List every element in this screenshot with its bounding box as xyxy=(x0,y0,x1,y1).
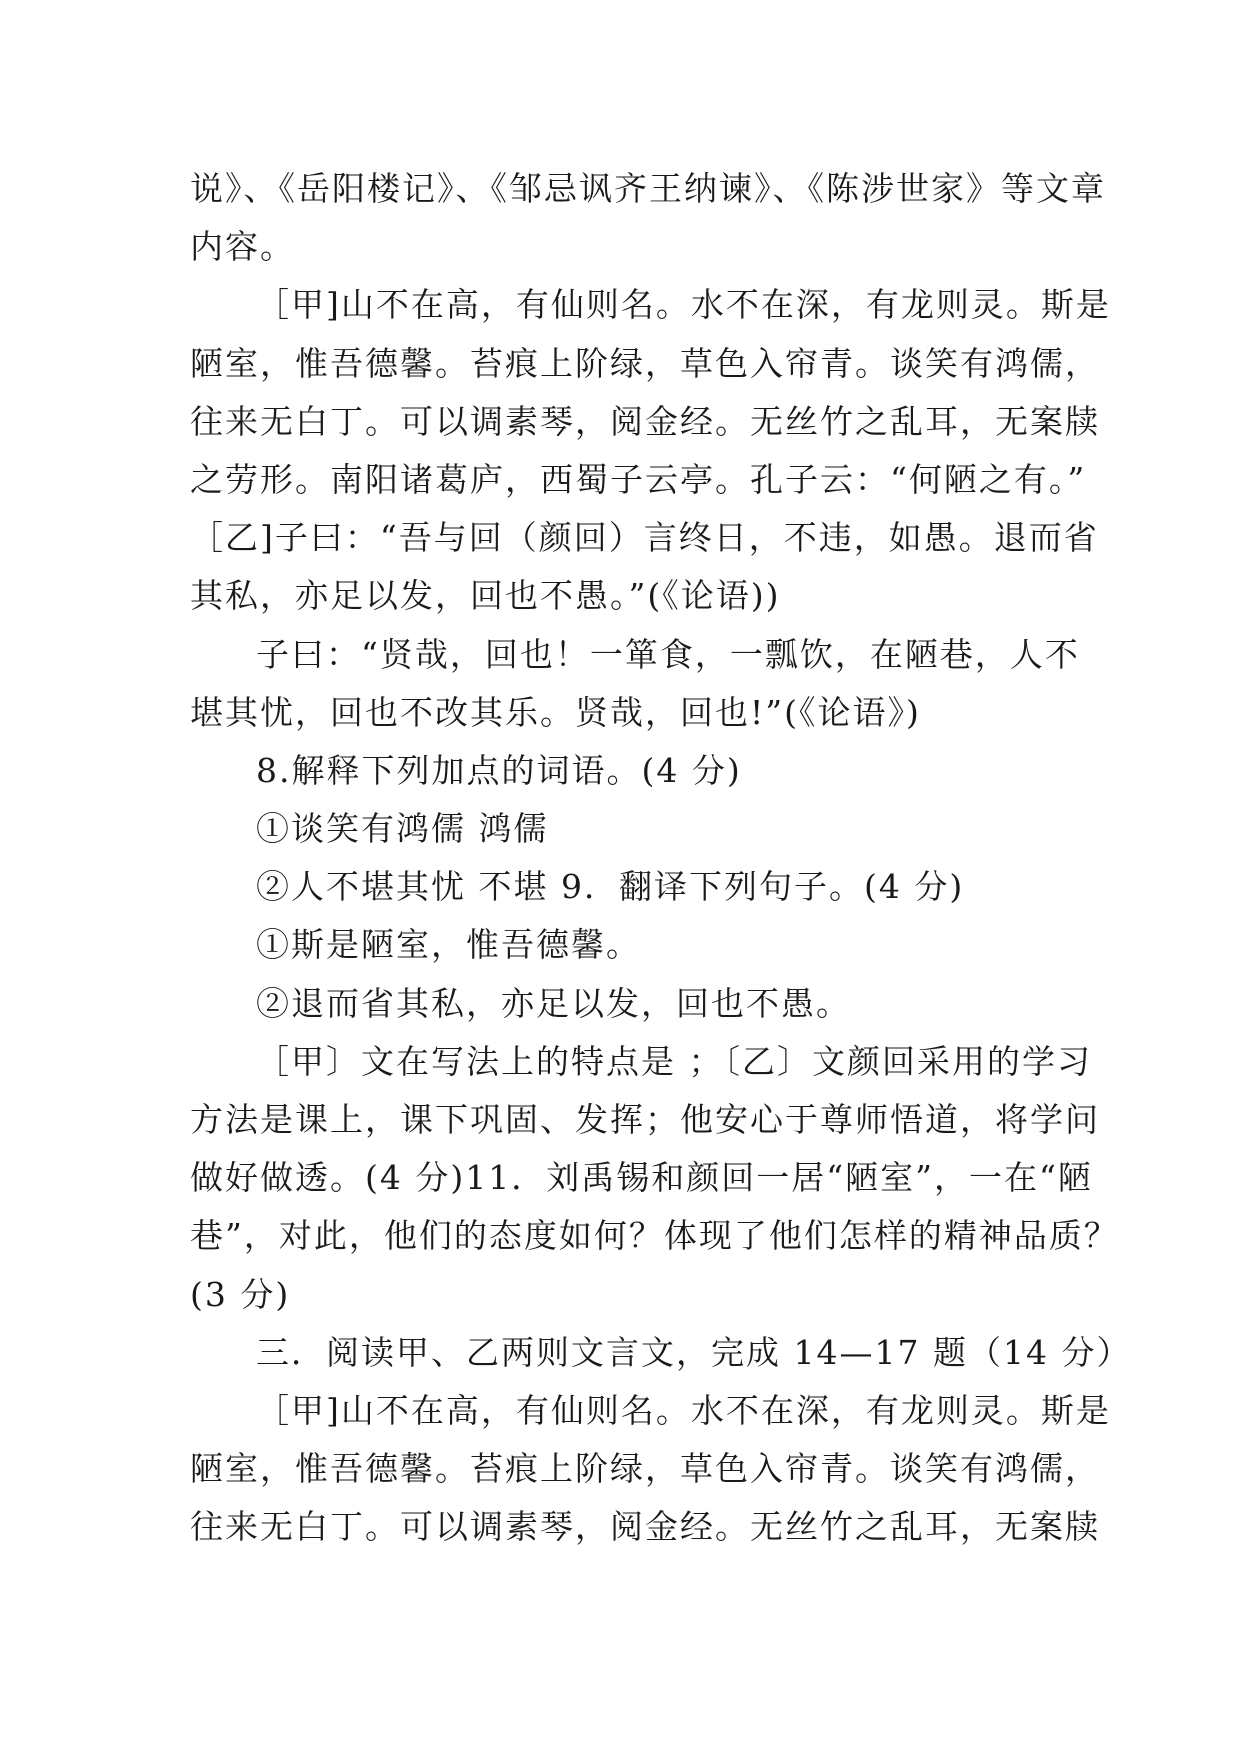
text-line: 子曰：“贤哉，回也！一箪食，一瓢饮，在陋巷，人不 xyxy=(256,634,1080,674)
text-line: 往来无白丁。可以调素琴，阅金经。无丝竹之乱耳，无案牍 xyxy=(190,401,1100,441)
text-line: 陋室，惟吾德馨。苔痕上阶绿，草色入帘青。谈笑有鸿儒， xyxy=(190,343,1100,383)
text-line: 做好做透。(4 分)11．刘禹锡和颜回一居“陋室”，一在“陋 xyxy=(190,1158,1093,1198)
text-line: 方法是课上，课下巩固、发挥；他安心于尊师悟道，将学问 xyxy=(190,1100,1100,1139)
text-line: 陋室，惟吾德馨。苔痕上阶绿，草色入帘青。谈笑有鸿儒， xyxy=(190,1449,1100,1489)
text-line: 之劳形。南阳诸葛庐，西蜀子云亭。孔子云：“何陋之有。” xyxy=(190,459,1087,499)
text-line: 巷”，对此，他们的态度如何？体现了他们怎样的精神品质？ xyxy=(190,1216,1119,1256)
text-line: ［甲〕文在写法上的特点是 ；〔乙〕文颜回采用的学习 xyxy=(256,1041,1092,1081)
text-line: 内容。 xyxy=(190,227,295,267)
text-line: (3 分) xyxy=(190,1274,291,1314)
text-line: ①斯是陋室，惟吾德馨。 xyxy=(256,925,641,965)
text-line: ①谈笑有鸿儒 鸿儒 xyxy=(256,809,549,849)
text-line: 说》、《岳阳楼记》、《邹忌讽齐王纳谏》、《陈涉世家》等文章 xyxy=(190,169,1106,208)
text-line: 8.解释下列加点的词语。(4 分) xyxy=(256,750,742,790)
body-text xyxy=(190,160,1132,1557)
text-line: ②退而省其私，亦足以发，回也不愚。 xyxy=(256,983,851,1023)
text-line: ［乙]子曰：“吾与回（颜回）言终日，不违，如愚。退而省 xyxy=(190,518,1099,558)
text-line: 堪其忧，回也不改其乐。贤哉，回也!”(《论语》) xyxy=(190,692,921,732)
text-line: ②人不堪其忧 不堪 9．翻译下列句子。(4 分) xyxy=(256,867,965,907)
text-line: ［甲]山不在高，有仙则名。水不在深，有龙则灵。斯是 xyxy=(256,285,1111,325)
text-line: 三．阅读甲、乙两则文言文，完成 14—17 题（14 分） xyxy=(256,1332,1132,1372)
text-line: 往来无白丁。可以调素琴，阅金经。无丝竹之乱耳，无案牍 xyxy=(190,1507,1100,1547)
text-line: ［甲]山不在高，有仙则名。水不在深，有龙则灵。斯是 xyxy=(256,1390,1111,1430)
text-line: 其私，亦足以发，回也不愚。”(《论语)) xyxy=(190,576,781,616)
